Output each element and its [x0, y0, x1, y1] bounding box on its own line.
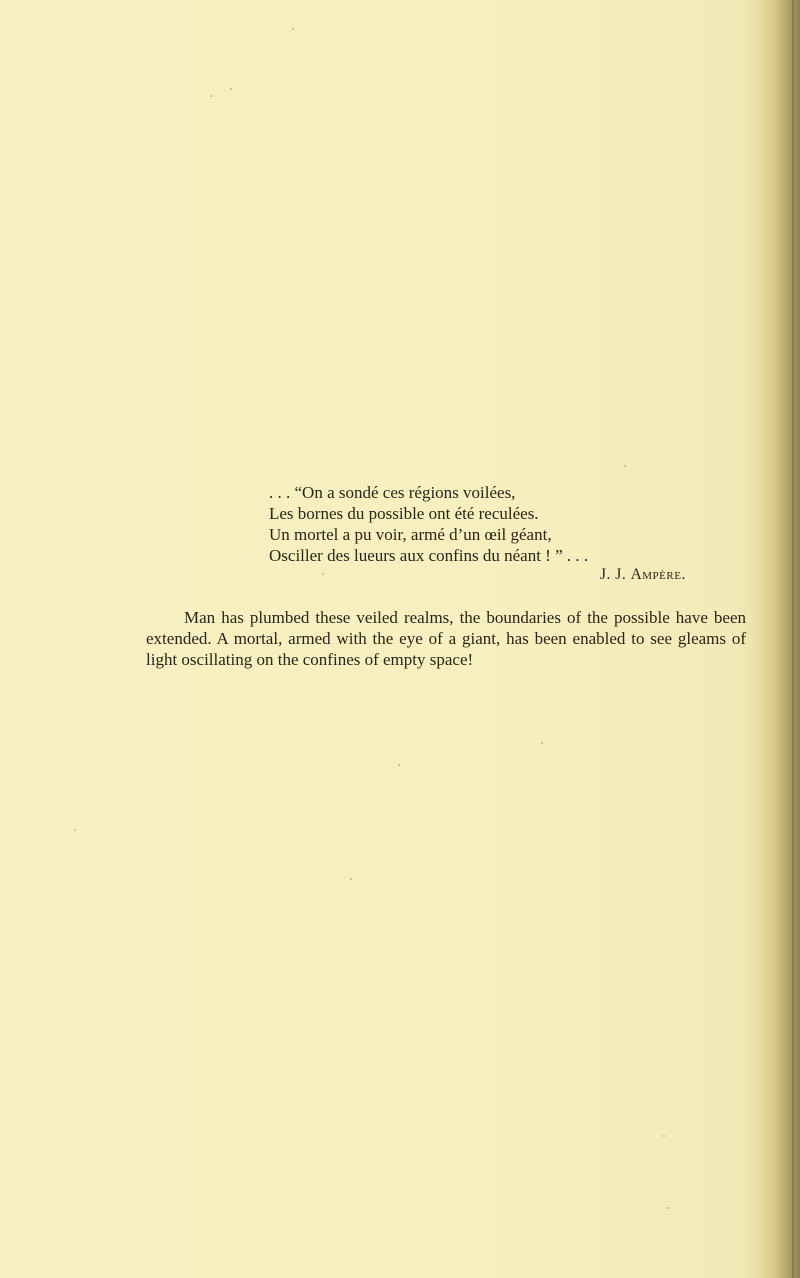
paper-speck [398, 764, 400, 766]
paper-speck [350, 878, 352, 880]
page-binding-edge [792, 0, 794, 1278]
paper-speck [663, 1135, 665, 1137]
epigraph-line: Osciller des lueurs aux confins du néant ! ” . . . [269, 546, 589, 565]
french-epigraph [269, 482, 729, 566]
english-translation [146, 607, 746, 670]
paper-speck [292, 28, 294, 30]
paper-speck [210, 95, 212, 97]
epigraph-line: . . . “On a sondé ces régions voilées, [269, 483, 516, 502]
epigraph-line: Les bornes du possible ont été reculées. [269, 504, 539, 523]
attribution-name: Ampère. [630, 566, 686, 583]
paper-speck [74, 829, 76, 831]
epigraph-line: Un mortel a pu voir, armé d’un œil géant, [269, 525, 552, 544]
paper-speck [667, 1207, 669, 1209]
paper-speck [541, 742, 543, 744]
paper-speck [624, 465, 626, 467]
translation-paragraph: Man has plumbed these veiled realms, the boundaries of the possible have been extended. A mortal, armed with the eye of a giant, has been enabled to see gleams of light oscillating on the confines of empty space! [146, 608, 746, 669]
epigraph-attribution [600, 566, 686, 584]
attribution-initials: J. J. [600, 566, 627, 583]
paper-speck [322, 573, 324, 575]
paper-speck [230, 88, 232, 90]
